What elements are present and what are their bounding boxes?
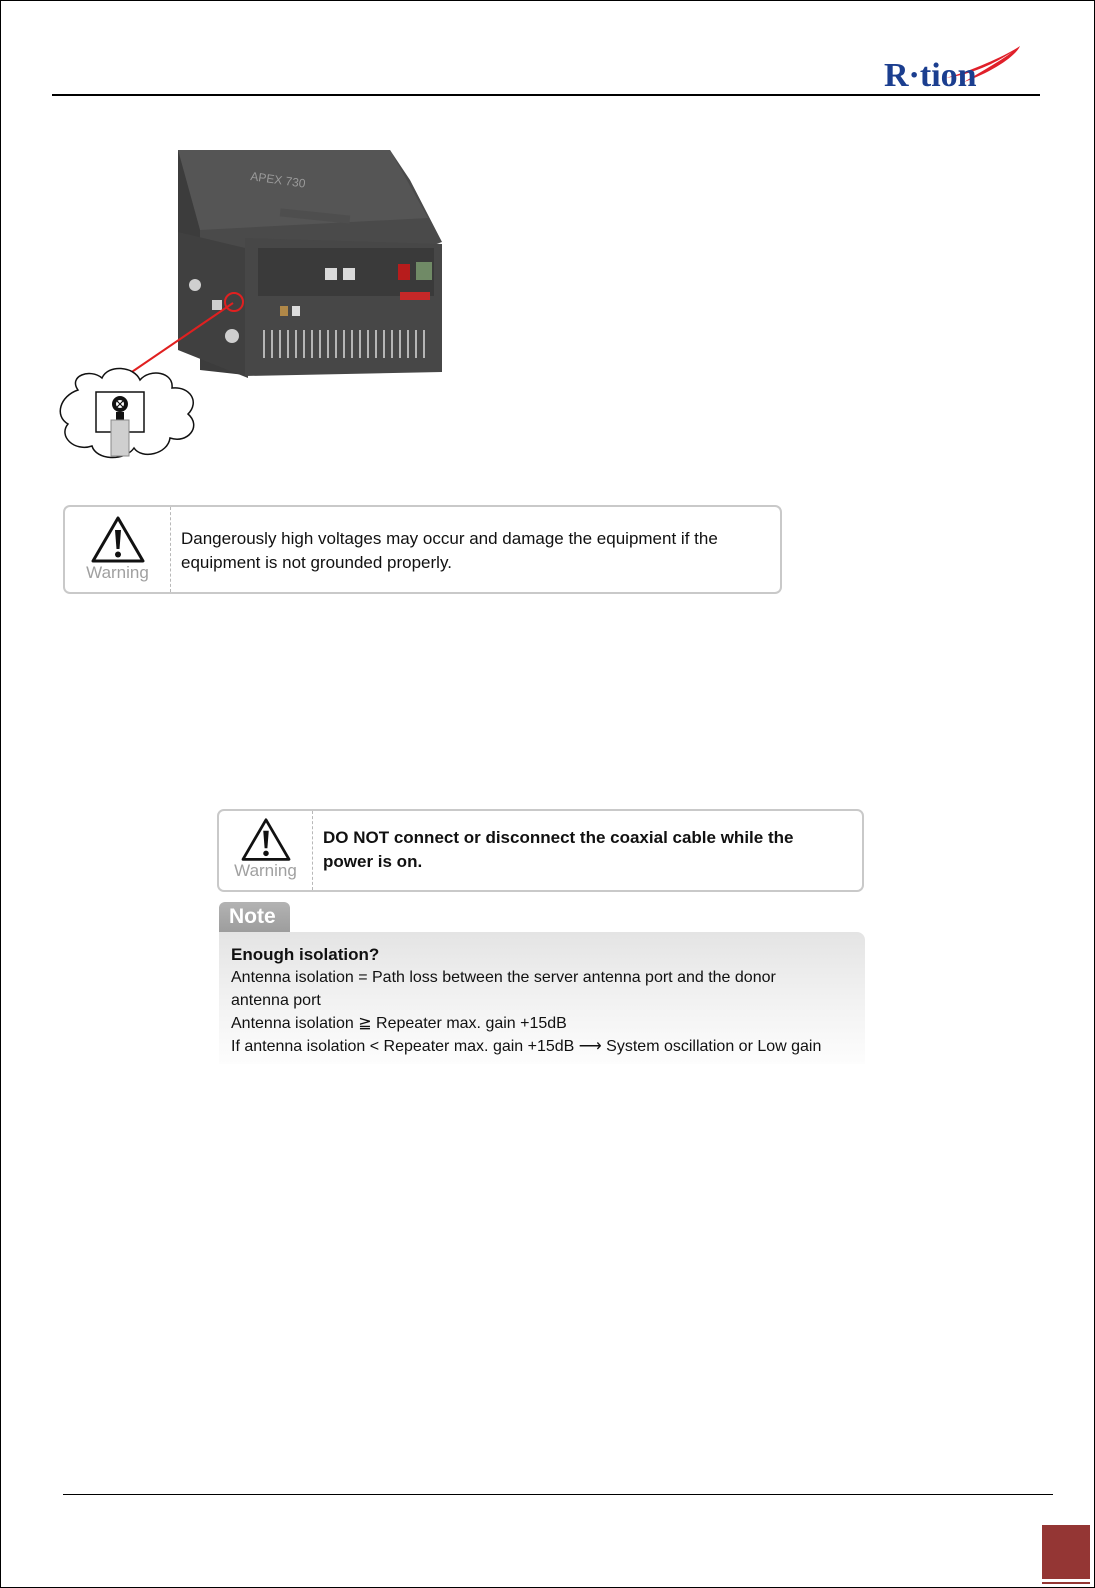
note-line: If antenna isolation < Repeater max. gain +15dB ⟶ System oscillation or Low gain	[231, 1038, 822, 1055]
note-tab: Note	[219, 902, 290, 932]
page-corner-line	[1042, 1577, 1090, 1579]
warning-box-coaxial	[217, 809, 864, 892]
page-corner-line	[1042, 1582, 1090, 1584]
warning-label: Warning	[86, 563, 149, 582]
note-block	[219, 902, 865, 1064]
note-line: Antenna isolation ≧ Repeater max. gain +15dB	[231, 1015, 567, 1032]
warning-icon-cell	[65, 507, 171, 592]
warning-triangle-icon	[90, 515, 146, 565]
note-line: Antenna isolation = Path loss between the server antenna port and the donor	[231, 969, 776, 986]
note-line: antenna port	[231, 992, 321, 1009]
ground-terminal-icon	[111, 396, 129, 456]
rtion-logo	[884, 40, 1034, 96]
page-corner-tab	[1042, 1525, 1090, 1577]
footer-rule	[63, 1494, 1053, 1495]
heat-sink	[264, 330, 424, 358]
note-body	[219, 932, 865, 1064]
warning-icon-cell	[219, 811, 313, 890]
warning-triangle-icon	[240, 817, 292, 863]
header-rule	[52, 94, 1040, 96]
note-title: Enough isolation?	[231, 945, 380, 964]
warning-box-grounding	[63, 505, 782, 594]
warning-text-grounding: Dangerously high voltages may occur and damage the equipment if the equipment is not grounded properly.	[181, 529, 718, 572]
device-label: APEX 730	[249, 169, 307, 191]
device-grounding-figure	[50, 140, 460, 480]
warning-label: Warning	[234, 861, 297, 880]
warning-text-coaxial: DO NOT connect or disconnect the coaxial cable while the power is on.	[323, 828, 794, 871]
logo-wordmark: R·tion	[884, 57, 977, 94]
